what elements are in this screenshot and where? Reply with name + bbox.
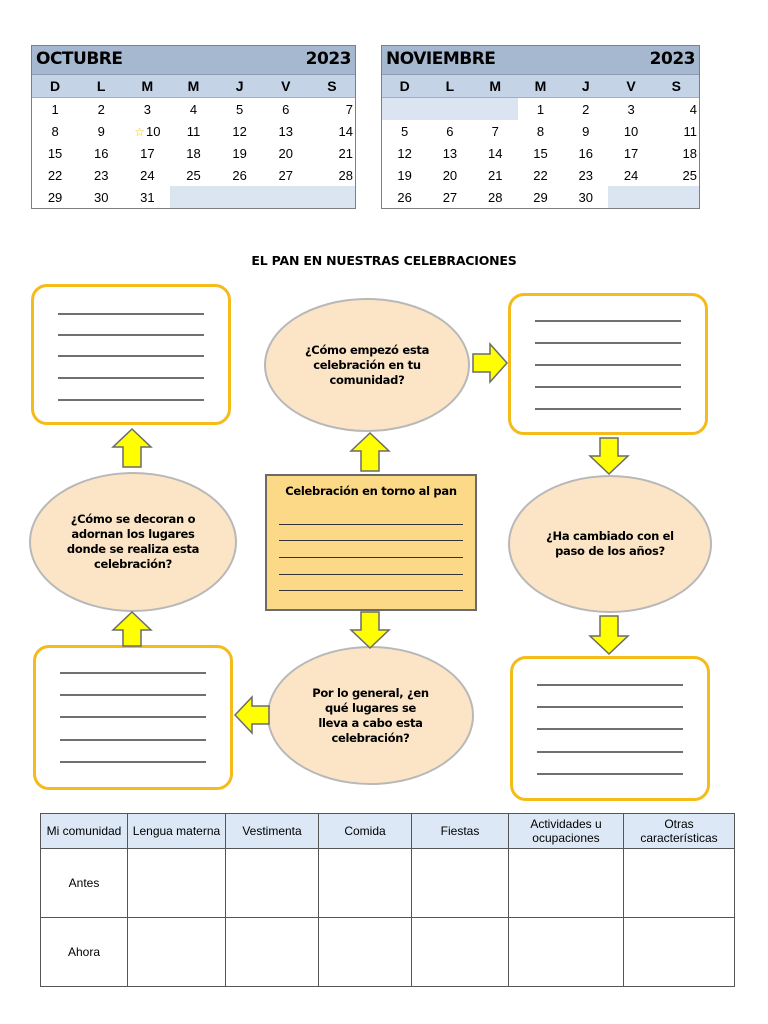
writing-line [537, 706, 683, 708]
calendar-month: NOVIEMBRE [386, 49, 496, 69]
calendar-day: 8 [536, 124, 545, 139]
question-oval-right [508, 475, 712, 613]
calendar-day: 19 [232, 146, 247, 161]
table-header-row [41, 814, 735, 849]
calendar-day: 16 [578, 146, 594, 161]
calendar-day: 4 [189, 102, 198, 117]
calendar-day-number: 10 [146, 124, 161, 139]
calendar-day: 26 [232, 168, 247, 183]
weekday-label: J [581, 78, 590, 94]
writing-line [58, 377, 204, 379]
writing-line [60, 739, 206, 741]
calendar-weekday-header [382, 75, 699, 98]
row-label: Ahora [41, 918, 128, 987]
table-cell[interactable] [412, 849, 509, 918]
table-cell[interactable] [412, 918, 509, 987]
calendar-day: 14 [338, 124, 353, 139]
star-icon: ☆ [134, 125, 145, 139]
weekday-label: L [445, 78, 455, 94]
table-cell[interactable] [624, 918, 735, 987]
calendar-day: 27 [442, 190, 458, 205]
calendar-month: OCTUBRE [36, 49, 123, 69]
calendar-day: 10 [623, 124, 639, 139]
arrow-down-icon [589, 437, 629, 475]
table-cell[interactable] [624, 849, 735, 918]
writing-line [60, 716, 206, 718]
calendar-day: 22 [533, 168, 548, 183]
calendar-day: 11 [186, 124, 201, 139]
calendar-day: 25 [186, 168, 201, 183]
question-text: ¿Cómo empezó esta celebración en tu comunidad? [304, 342, 430, 387]
writing-line [60, 761, 206, 763]
comparison-table [40, 813, 735, 987]
weekday-label: S [671, 78, 682, 94]
table-header: Actividades u ocupaciones [509, 814, 624, 849]
calendar-day: 19 [397, 168, 412, 183]
arrow-right-icon [472, 343, 508, 383]
calendar-empty-cell [473, 98, 518, 120]
table-cell[interactable] [509, 918, 624, 987]
writing-line [535, 320, 681, 322]
calendar-day: 25 [682, 168, 697, 183]
calendar-day: 18 [682, 146, 697, 161]
table-row [41, 849, 735, 918]
weekday-label: D [50, 78, 61, 94]
calendar-empty-cell [217, 186, 263, 208]
calendar-day: 22 [47, 168, 63, 183]
calendar-day: 21 [487, 168, 503, 183]
calendar-day: 29 [533, 190, 548, 205]
weekday-label: M [534, 78, 547, 94]
calendar-empty-cell [309, 186, 355, 208]
calendar-empty-cell [170, 186, 216, 208]
writing-line [537, 751, 683, 753]
calendar-day: 17 [623, 146, 639, 161]
arrow-up-icon [112, 611, 152, 647]
row-label: Antes [41, 849, 128, 918]
calendar-day [124, 120, 170, 142]
calendar-day: 5 [401, 124, 409, 139]
calendar-day: 1 [51, 102, 59, 117]
question-oval-bottom [267, 646, 474, 785]
question-text: Por lo general, ¿en qué lugares se lleva a cabo esta celebración? [312, 685, 429, 745]
weekday-label: J [235, 78, 244, 94]
writing-line [535, 342, 681, 344]
calendar-day: 9 [582, 124, 590, 139]
weekday-label: D [399, 78, 410, 94]
table-header: Lengua materna [128, 814, 226, 849]
calendar-day: 29 [47, 190, 63, 205]
writing-line [279, 557, 463, 558]
calendar-day: 15 [47, 146, 63, 161]
calendar-day: 12 [397, 146, 412, 161]
calendar-empty-cell [382, 98, 427, 120]
writing-line [58, 355, 204, 357]
writing-line [535, 364, 681, 366]
weekday-label: M [187, 78, 200, 94]
table-cell[interactable] [226, 918, 319, 987]
table-cell[interactable] [319, 918, 412, 987]
calendar-empty-cell [263, 186, 309, 208]
arrow-left-icon [234, 696, 270, 734]
writing-line [537, 728, 683, 730]
writing-line [58, 399, 204, 401]
calendar-day: 16 [93, 146, 109, 161]
calendar-year: 2023 [305, 49, 351, 69]
calendar-day: 31 [140, 190, 155, 205]
calendar-day: 28 [487, 190, 503, 205]
writing-line [279, 574, 463, 575]
calendar-day: 15 [533, 146, 548, 161]
calendar-weekday-header [32, 75, 355, 98]
weekday-label: M [141, 78, 154, 94]
answer-box-bottom-left[interactable] [33, 645, 233, 790]
table-header: Otras características [624, 814, 735, 849]
calendar-title-bar [32, 46, 355, 75]
table-header: Fiestas [412, 814, 509, 849]
writing-line [537, 684, 683, 686]
calendar-day: 27 [278, 168, 293, 183]
calendar-day: 1 [536, 102, 545, 117]
calendar-day: 24 [623, 168, 639, 183]
calendar-day: 23 [93, 168, 109, 183]
writing-line [60, 694, 206, 696]
calendar-day: 7 [491, 124, 499, 139]
calendar-october [31, 45, 356, 209]
center-topic-box[interactable] [265, 474, 477, 611]
weekday-label: S [327, 78, 337, 94]
weekday-label: L [96, 78, 106, 94]
arrow-down-icon [589, 615, 629, 655]
table-cell[interactable] [226, 849, 319, 918]
calendar-days-grid [32, 98, 355, 208]
calendar-day: 2 [582, 102, 590, 117]
answer-box-top-right[interactable] [508, 293, 708, 435]
page-title: EL PAN EN NUESTRAS CELEBRACIONES [251, 253, 517, 268]
table-cell[interactable] [319, 849, 412, 918]
calendar-day: 30 [93, 190, 109, 205]
writing-line [58, 334, 204, 336]
calendar-day: 24 [140, 168, 155, 183]
calendar-day: 17 [140, 146, 155, 161]
calendar-day: 4 [689, 102, 697, 117]
table-row [41, 918, 735, 987]
writing-line [279, 540, 463, 541]
calendar-day: 28 [338, 168, 353, 183]
calendar-day: 7 [345, 102, 353, 117]
writing-line [60, 672, 206, 674]
table-cell[interactable] [128, 918, 226, 987]
table-header: Mi comunidad [41, 814, 128, 849]
calendar-day: 20 [442, 168, 458, 183]
calendar-day: 14 [487, 146, 503, 161]
calendar-day: 3 [143, 102, 151, 117]
calendar-title-bar [382, 46, 699, 75]
calendar-day: 20 [278, 146, 293, 161]
center-title: Celebración en torno al pan [285, 484, 457, 498]
question-text: ¿Ha cambiado con el paso de los años? [546, 529, 674, 558]
writing-line [279, 590, 463, 591]
question-oval-left [29, 472, 237, 612]
table-header: Comida [319, 814, 412, 849]
calendar-day: 6 [446, 124, 454, 139]
calendar-day: 18 [186, 146, 201, 161]
arrow-up-icon [350, 432, 390, 472]
calendar-november [381, 45, 700, 209]
calendar-day: 3 [627, 102, 635, 117]
weekday-label: V [626, 78, 636, 94]
weekday-label: V [281, 78, 291, 94]
weekday-label: M [489, 78, 502, 94]
calendar-empty-cell [608, 186, 653, 208]
answer-box-top-left[interactable] [31, 284, 231, 425]
calendar-empty-cell [427, 98, 472, 120]
calendar-day: 11 [683, 124, 697, 139]
calendar-day: 26 [397, 190, 412, 205]
arrow-up-icon [112, 428, 152, 468]
writing-line [58, 313, 204, 315]
calendar-day: 12 [232, 124, 247, 139]
calendar-empty-cell [654, 186, 699, 208]
calendar-day: 5 [236, 102, 244, 117]
calendar-day: 13 [442, 146, 458, 161]
writing-line [279, 524, 463, 525]
writing-line [535, 408, 681, 410]
arrow-down-icon [350, 611, 390, 649]
table-cell[interactable] [509, 849, 624, 918]
calendar-day: 21 [338, 146, 353, 161]
question-oval-top [264, 298, 470, 432]
question-text: ¿Cómo se decoran o adornan los lugares donde se realiza esta celebración? [66, 512, 200, 571]
writing-line [535, 386, 681, 388]
calendar-year: 2023 [649, 49, 695, 69]
calendar-day: 9 [97, 124, 105, 139]
calendar-day: 13 [278, 124, 293, 139]
writing-line [537, 773, 683, 775]
table-header: Vestimenta [226, 814, 319, 849]
calendar-day: 2 [97, 102, 105, 117]
calendar-day: 6 [282, 102, 290, 117]
calendar-day: 30 [578, 190, 594, 205]
table-cell[interactable] [128, 849, 226, 918]
calendar-day: 23 [578, 168, 594, 183]
calendar-day: 8 [51, 124, 59, 139]
answer-box-bottom-right[interactable] [510, 656, 710, 801]
calendar-days-grid [382, 98, 699, 208]
